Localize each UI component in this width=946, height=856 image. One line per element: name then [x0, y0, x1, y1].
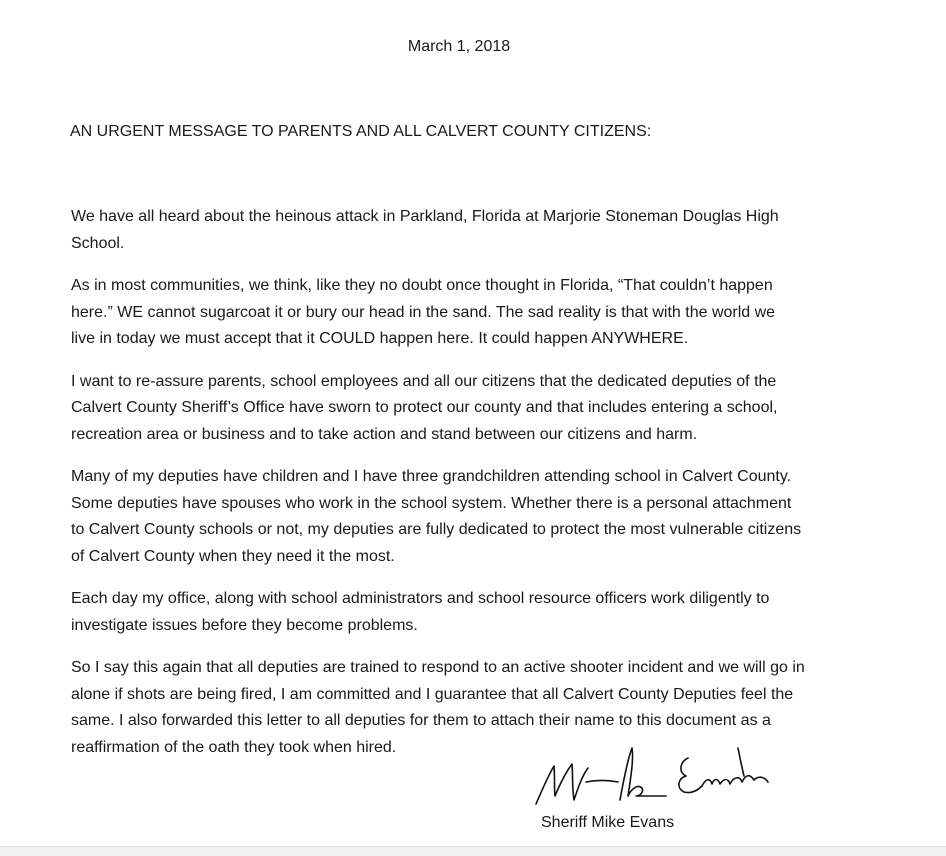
- letter-date: March 1, 2018: [407, 38, 511, 55]
- paragraph-line: recreation area or business and to take action and stand between our citizens and harm.: [71, 425, 698, 443]
- paragraph-line: same. I also forwarded this letter to all deputies for them to attach their name to this document as a: [71, 712, 771, 729]
- paragraph-line: Some deputies have spouses who work in the school system. Whether there is a personal attachment: [71, 494, 792, 512]
- paragraph-1: [71, 204, 861, 257]
- paragraph-line: to Calvert County schools or not, my deputies are fully dedicated to protect the most vulnerable citizens: [71, 521, 802, 538]
- paragraph-line: So I say this again that all deputies are trained to respond to an active shooter incident and we will go in: [71, 659, 805, 676]
- paragraph-line: alone if shots are being fired, I am committed and I guarantee that all Calvert County Deputies feel the: [71, 685, 794, 703]
- paragraph-line: Calvert County Sheriff’s Office have sworn to protect our county and that includes entering a school,: [71, 399, 778, 416]
- paragraph-5: [71, 586, 861, 639]
- page-bottom-edge: [0, 846, 946, 856]
- signer-name: Sheriff Mike Evans: [541, 814, 675, 831]
- paragraph-2: [71, 273, 861, 353]
- paragraph-3: [71, 369, 861, 449]
- paragraph-line: As in most communities, we think, like they no doubt once thought in Florida, “That couldn’t happen: [71, 277, 773, 294]
- paragraph-4: [71, 464, 861, 570]
- paragraph-line: of Calvert County when they need it the most.: [71, 547, 395, 565]
- paragraph-line: We have all heard about the heinous attack in Parkland, Florida at Marjorie Stoneman Douglas High: [71, 208, 779, 225]
- paragraph-line: Each day my office, along with school administrators and school resource officers work diligently to: [71, 590, 770, 607]
- letter-body: [71, 204, 861, 777]
- paragraph-line: live in today we must accept that it COULD happen here. It could happen ANYWHERE.: [71, 330, 689, 347]
- letter-heading: AN URGENT MESSAGE TO PARENTS AND ALL CALVERT COUNTY CITIZENS:: [70, 123, 652, 140]
- paragraph-line: reaffirmation of the oath they took when hired.: [71, 738, 397, 756]
- paragraph-line: I want to re-assure parents, school employees and all our citizens that the dedicated deputies of the: [71, 372, 777, 390]
- paragraph-line: investigate issues before they become problems.: [71, 616, 418, 634]
- handwritten-signature: [528, 738, 778, 818]
- paragraph-line: here.” WE cannot sugarcoat it or bury our head in the sand. The sad reality is that with the world we: [71, 303, 776, 321]
- paragraph-line: Many of my deputies have children and I have three grandchildren attending school in Calvert County.: [71, 468, 792, 485]
- paragraph-line: School.: [71, 234, 125, 252]
